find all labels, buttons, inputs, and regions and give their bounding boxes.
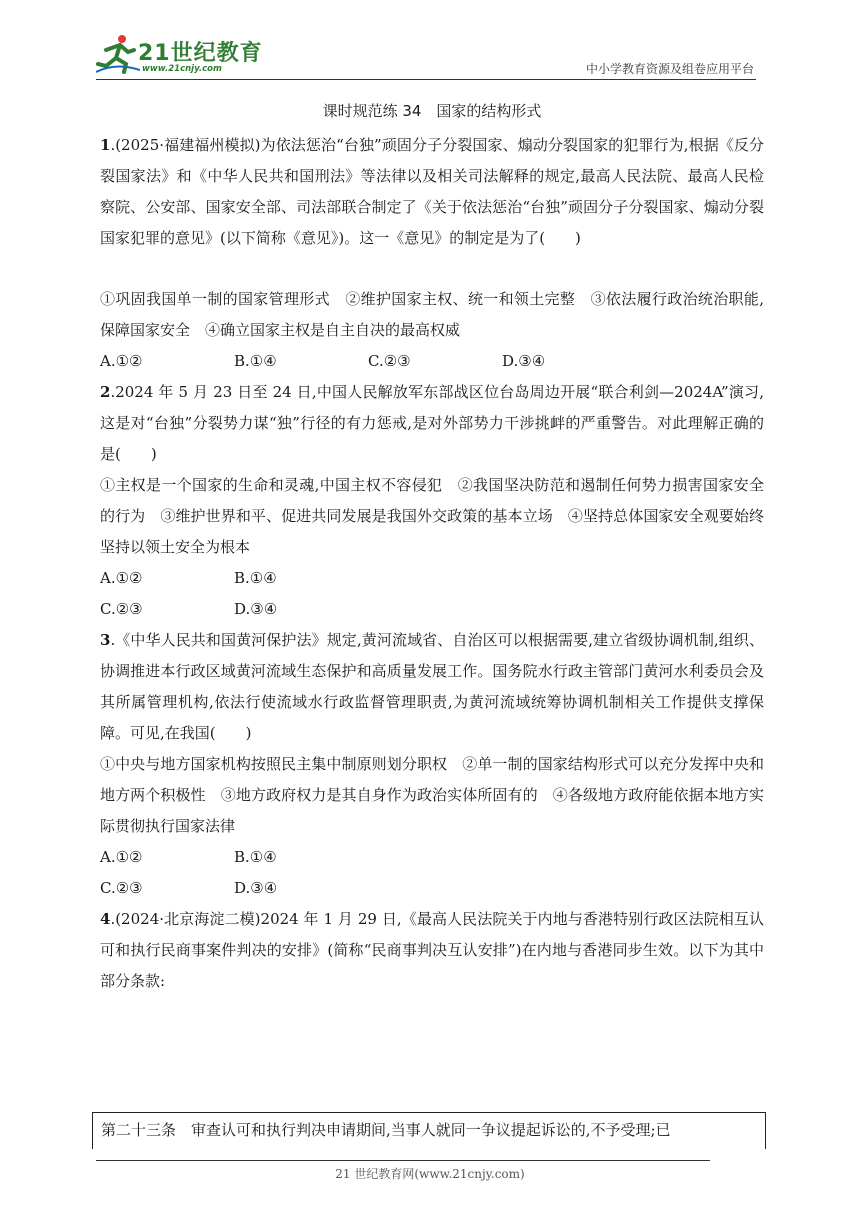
question-4 [100,904,764,997]
page-footer[interactable]: 21 世纪教育网(www.21cnjy.com) [335,1167,525,1181]
options-row [100,842,764,873]
question-number: 2 [100,383,111,401]
options-row [100,563,764,594]
question-number: 3 [100,631,111,649]
clause-box [92,1112,766,1149]
question-1 [100,130,764,377]
platform-label: 中小学教育资源及组卷应用平台 [585,62,754,76]
spacer [100,254,764,284]
question-stem [100,904,764,997]
option-c[interactable]: C.②③ [368,352,411,370]
question-items: ①主权是一个国家的生命和灵魂,中国主权不容侵犯 ②我国坚决防范和遏制任何势力损害国家安全的行为 ③维护世界和平、促进共同发展是我国外交政策的基本立场 ④坚持总体国家安全观要始终坚持以领土安全为根本 [100,476,764,556]
option-d[interactable]: D.③④ [234,600,278,618]
question-3 [100,625,764,904]
option-b[interactable]: B.①④ [234,352,277,370]
question-stem [100,130,764,254]
option-d[interactable]: D.③④ [502,352,546,370]
options-row [100,346,764,377]
worksheet-content [100,96,764,997]
option-d[interactable]: D.③④ [234,879,278,897]
option-a[interactable]: A.①② [100,352,143,370]
option-c[interactable]: C.②③ [100,879,143,897]
option-b[interactable]: B.①④ [234,848,277,866]
option-b[interactable]: B.①④ [234,569,277,587]
option-a[interactable]: A.①② [100,848,143,866]
stem-text: .《中华人民共和国黄河保护法》规定,黄河流域省、自治区可以根据需要,建立省级协调机制,组织、协调推进本行政区域黄河流域生态保护和高质量发展工作。国务院水行政主管部门黄河水利委员会及其所属管理机构,依法行使流域水行政监督管理职责,为黄河流域统筹协调机制相关工作提供支撑保障。可见,在我国( ) [100,631,764,742]
question-stem [100,377,764,470]
option-a[interactable]: A.①② [100,569,143,587]
footer-divider [96,1160,710,1161]
logo-url: www.21cnjy.com [142,64,222,74]
clause-text: 第二十三条 审查认可和执行判决申请期间,当事人就同一争议提起诉讼的,不予受理;已 [101,1121,671,1139]
page-title: 课时规范练 34 国家的结构形式 [322,102,542,120]
options-row [100,873,764,904]
header-divider [96,79,756,80]
question-stem [100,625,764,749]
stem-text: .2024 年 5 月 23 日至 24 日,中国人民解放军东部战区位台岛周边开展“联合利剑—2024A”演习,这是对“台独”分裂势力谋“独”行径的有力惩戒,是对外部势力干涉挑衅的严重警告。对此理解正确的是( ) [100,383,764,463]
stem-text: .(2024·北京海淀二模)2024 年 1 月 29 日,《最高人民法院关于内地与香港特别行政区法院相互认可和执行民商事案件判决的安排》(简称“民商事判决互认安排”)在内地与香港同步生效。以下为其中部分条款: [100,910,764,990]
logo [96,32,266,80]
logo-text: 21世纪教育 [138,41,263,66]
running-figure-icon [96,32,140,76]
stem-text: .(2025·福建福州模拟)为依法惩治“台独”顽固分子分裂国家、煽动分裂国家的犯罪行为,根据《反分裂国家法》和《中华人民共和国刑法》等法律以及相关司法解释的规定,最高人民法院、最高人民检察院、公安部、国家安全部、司法部联合制定了《关于依法惩治“台独”顽固分子分裂国家、煽动分裂国家犯罪的意见》(以下简称《意见》)。这一《意见》的制定是为了( ) [100,136,764,247]
question-items: ①巩固我国单一制的国家管理形式 ②维护国家主权、统一和领土完整 ③依法履行政治统治职能,保障国家安全 ④确立国家主权是自主自决的最高权威 [100,290,764,339]
option-c[interactable]: C.②③ [100,600,143,618]
question-number: 1 [100,136,111,154]
question-number: 4 [100,910,111,928]
page-header [0,0,860,84]
question-2 [100,377,764,625]
options-row [100,594,764,625]
question-items: ①中央与地方国家机构按照民主集中制原则划分职权 ②单一制的国家结构形式可以充分发挥中央和地方两个积极性 ③地方政府权力是其自身作为政治实体所固有的 ④各级地方政府能依据本地方实际贯彻执行国家法律 [100,755,764,835]
